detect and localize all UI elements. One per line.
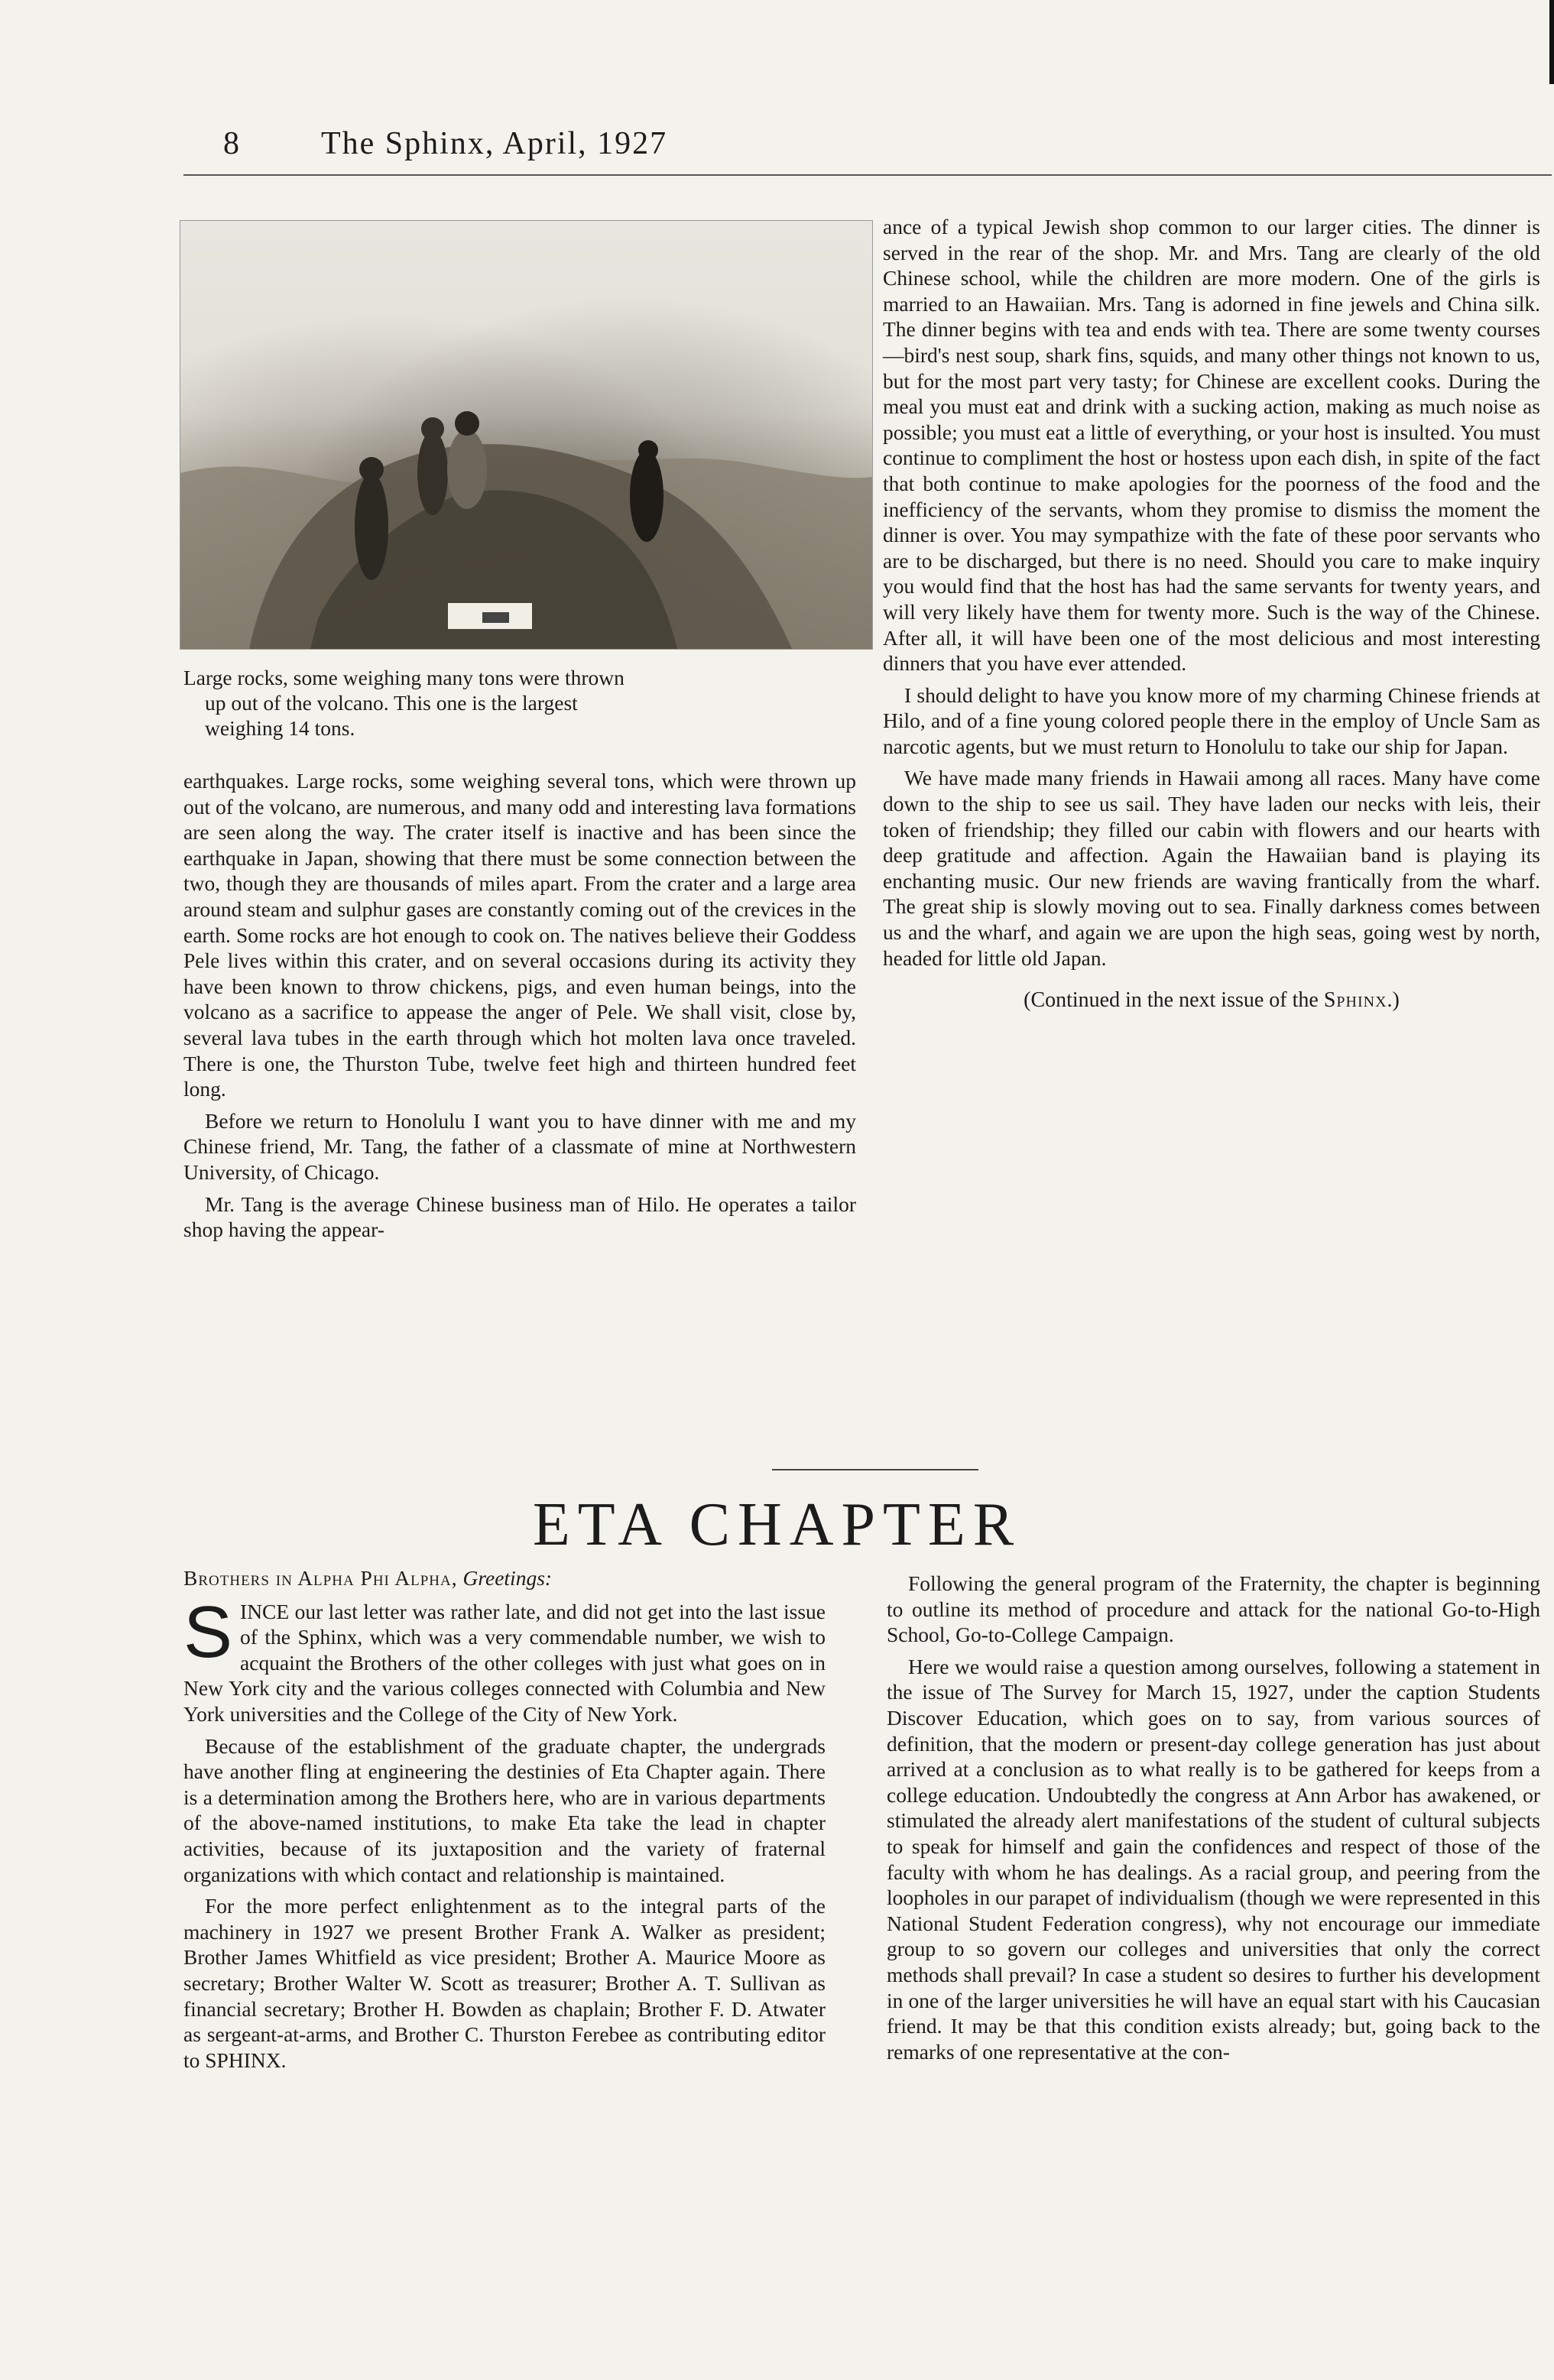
page-number: 8 [223,126,241,161]
chapter-paragraph: For the more perfect enlightenment as to the integral parts of the machinery in 1927 we present Brother Frank A. Walker as president; Brother James Whitfield as vice president; Brother A. Maurice Moore as secretary; Brother Walter W. Scott as treasurer; Brother A. T. Sullivan as financial secretary; Brother H. Bowden as chaplain; Brother F. D. Atwater as sergeant-at-arms, and Brother C. Thurston Ferebee as contributing editor to SPHINX. [183,1894,826,2072]
chapter-first-paragraph [183,1590,826,1727]
article-paragraph: I should delight to have you know more of my charming Chinese friends at Hilo, and of a fine young colored people there in the employ of Uncle Sam as narcotic agents, but we must return to Honolulu to take our ship for Japan. [883,683,1540,758]
article-paragraph: We have made many friends in Hawaii among all races. Many have come down to the ship to see us sail. They have laden our necks with leis, their token of friendship; they filled our cabin with flowers and our hearts with deep gratitude and affection. Again the Hawaiian band is playing its enchanting music. Our new friends are waving frantically from the wharf. The great ship is slowly moving out to sea. Finally darkness comes between us and the wharf, and again we are upon the high seas, going west by north, headed for little old Japan. [883,766,1540,970]
chapter-paragraph: Here we would raise a question among ourselves, following a statement in the issue of The Survey for March 15, 1927, under the caption Students Discover Education, which goes on to say, from various sources of definition, that the modern or present-day college generation has just about arrived at a conclusion as to what really is to be gathered for keeps from a college education. Undoubtedly the congress at Ann Arbor has awakened, or stimulated the already alert manifestations of the student of cultural subjects to speak for himself and gain the confidences and respect of those of the faculty with whom he has dealings. As a racial group, and peering from the loopholes in our parapet of individualism (though we were represented in this National Student Federation congress), why not encourage our immediate group to so govern our colleges and universities that only the correct methods shall prevail? In case a student so desires to further his development in one of the larger universities he will have an equal start with his Caucasian friend. It may be that this condition exists already; but, going back to the remarks of one representative at the con- [887,1654,1540,2064]
greeting [183,1565,826,1591]
article-paragraph: Before we return to Honolulu I want you to have dinner with me and my Chinese friend, Mr. Tang, the father of a classmate of mine at Northwestern University, of Chicago. [183,1108,856,1184]
volcano-rocks-photo [180,220,873,650]
article-paragraph: ance of a typical Jewish shop common to our larger cities. The dinner is served in the rear of the shop. Mr. and Mrs. Tang are clearly of the old Chinese school, while the children are more modern. One of the girls is married to an Hawaiian. Mrs. Tang is adorned in fine jewels and China silk. The dinner begins with tea and ends with tea. There are some twenty courses—bird's nest soup, shark fins, squids, and many other things not known to us, but for the most part very tasty; for Chinese are excellent cooks. During the meal you must eat and drink with a sucking action, making as much noise as possible; you must eat a little of everything, or your host is insulted. You must continue to compliment the host or hostess upon each dish, in spite of the fact that both continue to make apologies for the poorness of the food and the inefficiency of the servants, whom they promise to dismiss the moment the dinner is over. You may sympathize with the fate of these poor servants who are to be discharged, but there is no need. Should you care to make inquiry you would find that the host has had the same servants for twenty years, and will very likely have them for twenty more. Such is the way of the Chinese. After all, it will have been one of the most delicious and most interesting dinners that you have ever attended. [883,215,1540,676]
section-divider [772,1469,978,1470]
chapter-title: ETA CHAPTER [532,1491,1022,1558]
chapter-paragraph: Following the general program of the Fraternity, the chapter is beginning to outline its method of procedure and attack for the national Go-to-High School, Go-to-College Campaign. [887,1571,1540,1647]
page-edge-mark [1549,0,1554,84]
caption-line: Large rocks, some weighing many tons were thrown [183,666,625,689]
article-paragraph: Mr. Tang is the average Chinese business man of Hilo. He operates a tailor shop having the appear- [183,1192,856,1242]
running-header [183,115,1552,176]
header-rule [183,174,1552,176]
caption-line: weighing 14 tons. [205,716,355,740]
article-left-column [183,768,856,1249]
first-paragraph-text: INCE our last letter was rather late, and did not get into the last issue of the Sphinx, which was a very commendable number, we wish to acquaint the Brothers of the other colleges with just what goes on in New York city and the various colleges connected with Columbia and New York universities and the College of the City of New York. [183,1599,826,1726]
article-right-column [883,214,1540,1020]
continued-prefix: (Continued in the next issue of the [1024,988,1324,1013]
continued-note [883,987,1540,1013]
continued-suffix: .) [1387,988,1400,1013]
chapter-right-column [887,1571,1540,2070]
greeting-prefix: Brothers in Alpha Phi Alpha, [183,1566,458,1590]
drop-cap: S [183,1590,233,1673]
greeting-word: Greetings: [462,1566,553,1590]
photo-illustration [180,221,872,649]
photo-caption [183,665,856,741]
caption-line: up out of the volcano. This one is the largest [205,691,578,715]
article-paragraph: earthquakes. Large rocks, some weighing several tons, which were thrown up out of the volcano, are numerous, and many odd and interesting lava formations are seen along the way. The crater itself is inactive and has been since the earthquake in Japan, showing that there must be some connection between the two, though they are thousands of miles apart. From the crater and a large area around steam and sulphur gases are constantly coming out of the crevices in the earth. Some rocks are hot enough to cook on. The natives believe their Goddess Pele lives within this crater, and on several occasions during its activity they have been known to throw chickens, pigs, and even human beings, into the volcano as a sacrifice to appease the anger of Pele. We shall visit, close by, several lava tubes in the earth through which hot molten lava once traveled. There is one, the Thurston Tube, twelve feet high and thirteen hundred feet long. [183,769,856,1101]
continued-magazine: Sphinx [1323,988,1387,1013]
chapter-paragraph: Because of the establishment of the graduate chapter, the undergrads have another fling at engineering the destinies of Eta Chapter again. There is a determination among the Brothers here, who are in various departments of the above-named institutions, to make Eta take the lead in chapter activities, because of its juxtaposition and the variety of fraternal organizations with which contact and relationship is maintained. [183,1733,826,1886]
running-title: The Sphinx, April, 1927 [321,126,668,161]
chapter-left-column [183,1565,826,2079]
